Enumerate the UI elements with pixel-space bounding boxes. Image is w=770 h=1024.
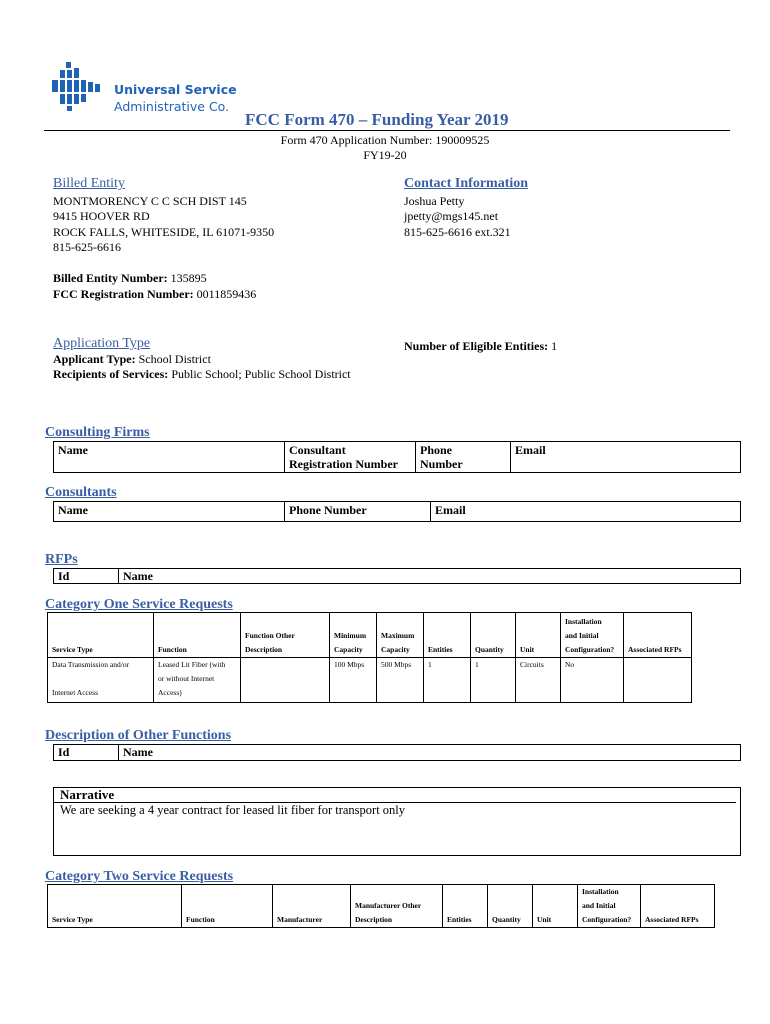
col-manufacturer: Manufacturer	[273, 885, 351, 928]
cell-entities: 1	[424, 658, 471, 703]
col-function: Function	[154, 613, 241, 658]
col-installation: Installation and Initial Configuration?	[561, 613, 624, 658]
col-quantity: Quantity	[471, 613, 516, 658]
cell-unit: Circuits	[516, 658, 561, 703]
col-manufacturer-other: Manufacturer Other Description	[351, 885, 443, 928]
billed-entity-address1: 9415 HOOVER RD	[53, 209, 150, 223]
col-email: Email	[511, 442, 741, 473]
col-function: Function	[182, 885, 273, 928]
applicant-type	[53, 351, 211, 367]
category-two-heading: Category Two Service Requests	[45, 869, 234, 884]
col-name: Name	[54, 442, 285, 473]
cell-function: Leased Lit Fiber (with or without Internet Access)	[154, 658, 241, 703]
eligible-entities	[404, 338, 557, 354]
col-name: Name	[119, 745, 741, 761]
consulting-firms-table	[53, 441, 741, 473]
contact-phone: 815-625-6616 ext.321	[404, 225, 511, 239]
applicant-type-label: Applicant Type:	[53, 352, 136, 366]
application-number: Form 470 Application Number: 190009525	[280, 133, 490, 147]
rfps-heading: RFPs	[45, 552, 78, 567]
fcc-registration-label: FCC Registration Number:	[53, 287, 194, 301]
cell-quantity: 1	[471, 658, 516, 703]
col-name: Name	[54, 502, 285, 522]
application-type-heading: Application Type	[53, 336, 151, 351]
other-functions-heading: Description of Other Functions	[45, 728, 232, 743]
billed-entity-number	[53, 270, 207, 286]
cell-function-other	[241, 658, 330, 703]
col-unit: Unit	[516, 613, 561, 658]
billed-entity-phone: 815-625-6616	[53, 240, 121, 254]
col-min-capacity: Minimum Capacity	[330, 613, 377, 658]
eligible-entities-label: Number of Eligible Entities:	[404, 339, 549, 353]
col-phone-number: Phone Number	[285, 502, 431, 522]
cell-installation: No	[561, 658, 624, 703]
category-two-table	[47, 884, 715, 928]
billed-entity-number-value: 135895	[170, 271, 207, 285]
narrative-box	[53, 787, 741, 856]
fcc-registration-number	[53, 286, 256, 302]
billed-entity-address2: ROCK FALLS, WHITESIDE, IL 61071-9350	[53, 225, 275, 239]
consulting-firms-heading: Consulting Firms	[45, 425, 150, 440]
contact-email: jpetty@mgs145.net	[404, 209, 499, 223]
usac-logo-mark	[52, 62, 110, 112]
narrative-label: Narrative	[54, 788, 736, 803]
category-one-heading: Category One Service Requests	[45, 597, 233, 612]
col-associated-rfps: Associated RFPs	[624, 613, 692, 658]
contact-heading: Contact Information	[404, 176, 529, 191]
col-associated-rfps: Associated RFPs	[641, 885, 715, 928]
recipients-label: Recipients of Services:	[53, 367, 169, 381]
cell-service-type: Data Transmission and/or Internet Access	[48, 658, 154, 703]
consultants-table	[53, 501, 741, 522]
recipients-of-services	[53, 366, 351, 382]
fcc-registration-value: 0011859436	[196, 287, 257, 301]
header-rule	[44, 130, 730, 131]
applicant-type-value: School District	[138, 352, 211, 366]
contact-name: Joshua Petty	[404, 194, 465, 208]
rfps-table	[53, 568, 741, 584]
billed-entity-heading: Billed Entity	[53, 176, 125, 191]
col-email: Email	[431, 502, 741, 522]
eligible-entities-value: 1	[551, 339, 558, 353]
col-entities: Entities	[424, 613, 471, 658]
consultants-heading: Consultants	[45, 485, 117, 500]
form-title: FCC Form 470 – Funding Year 2019	[245, 110, 509, 129]
category-one-table	[47, 612, 692, 703]
col-function-other: Function Other Description	[241, 613, 330, 658]
col-name: Name	[119, 569, 741, 584]
col-installation: Installation and Initial Configuration?	[578, 885, 641, 928]
logo-text-line2: Administrative Co.	[114, 99, 230, 114]
col-entities: Entities	[443, 885, 488, 928]
col-unit: Unit	[533, 885, 578, 928]
funding-year: FY19-20	[363, 148, 407, 162]
col-max-capacity: Maximum Capacity	[377, 613, 424, 658]
billed-entity-name: MONTMORENCY C C SCH DIST 145	[53, 194, 247, 208]
cell-max-capacity: 500 Mbps	[377, 658, 424, 703]
cell-min-capacity: 100 Mbps	[330, 658, 377, 703]
col-id: Id	[54, 569, 119, 584]
col-service-type: Service Type	[48, 885, 182, 928]
table-row	[48, 658, 692, 703]
col-registration-number: Consultant Registration Number	[285, 442, 416, 473]
recipients-value: Public School; Public School District	[171, 367, 351, 381]
cell-associated-rfps	[624, 658, 692, 703]
logo-text-line1: Universal Service	[114, 82, 237, 97]
other-functions-table	[53, 744, 741, 761]
col-service-type: Service Type	[48, 613, 154, 658]
col-phone-number: Phone Number	[416, 442, 511, 473]
narrative-text: We are seeking a 4 year contract for leased lit fiber for transport only	[60, 803, 406, 817]
billed-entity-number-label: Billed Entity Number:	[53, 271, 168, 285]
col-id: Id	[54, 745, 119, 761]
col-quantity: Quantity	[488, 885, 533, 928]
